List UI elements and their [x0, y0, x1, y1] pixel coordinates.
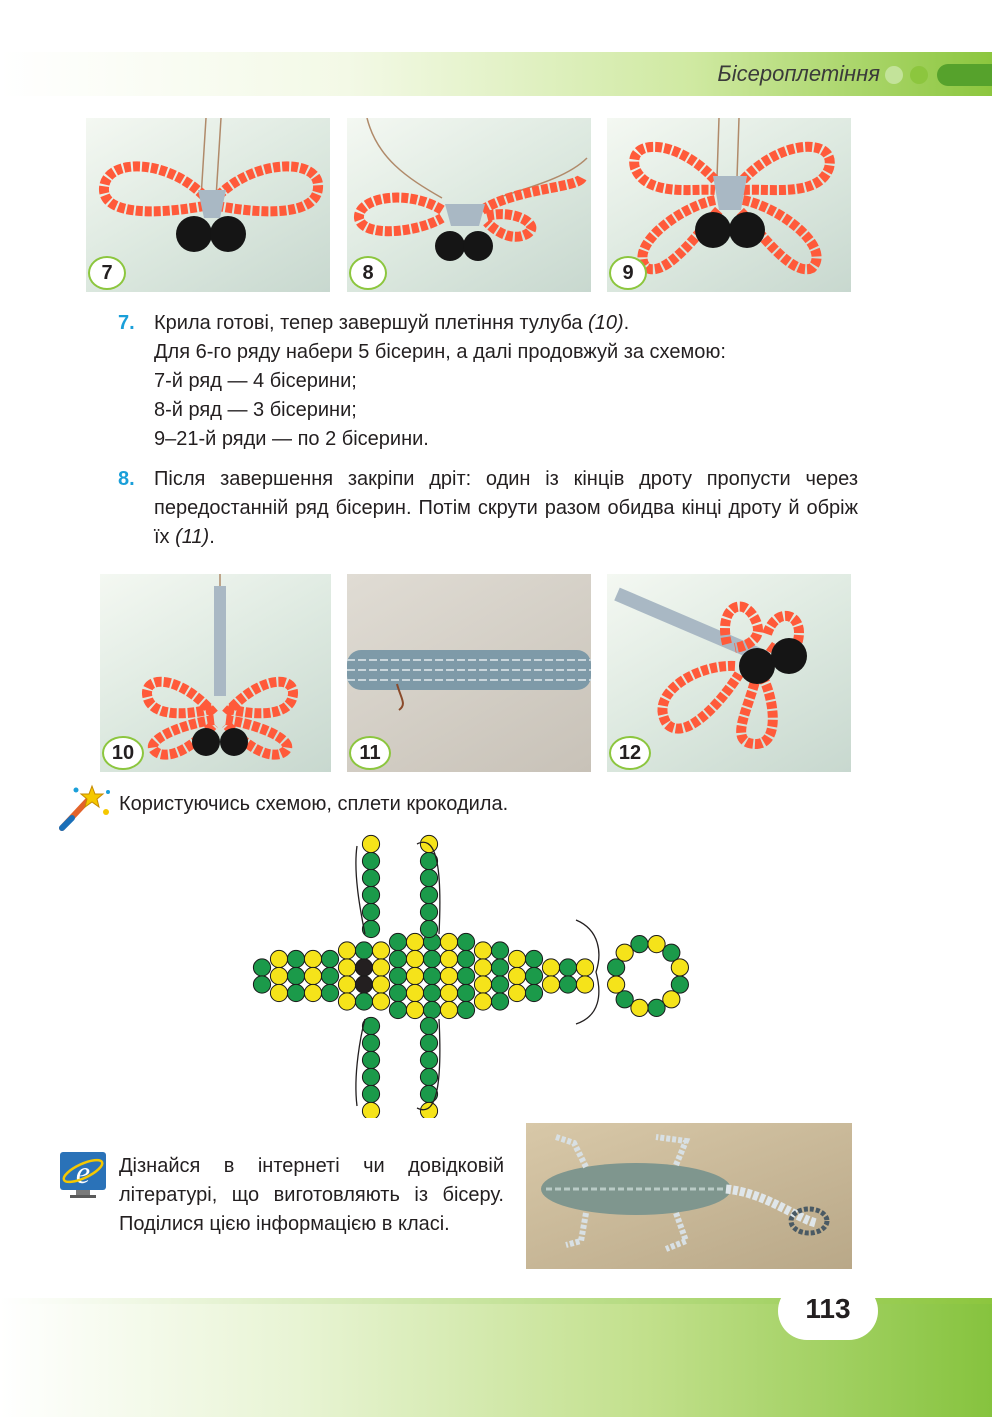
- page-number: 113: [805, 1293, 851, 1324]
- header-dot-light: [885, 66, 903, 84]
- bead: [508, 984, 525, 1001]
- bead: [474, 942, 491, 959]
- bead: [406, 984, 423, 1001]
- magic-wand-icon: [56, 782, 112, 839]
- bead: [420, 1051, 437, 1068]
- bead: [362, 835, 379, 852]
- step-paragraph: Після завершення закріпи дріт: один із кінців дроту пропусти через передостанній ряд бісерин. Потім скрути разом обидва кінці дроту й обріж їх (11).: [154, 468, 858, 548]
- photo-step-11: [347, 574, 591, 772]
- bead: [372, 942, 389, 959]
- bead: [420, 1068, 437, 1085]
- crocodile-bead-scheme: [240, 834, 700, 1118]
- bead: [287, 967, 304, 984]
- bead: [406, 967, 423, 984]
- bead: [389, 967, 406, 984]
- bead: [616, 944, 633, 961]
- bead: [389, 950, 406, 967]
- photo-number: 12: [609, 736, 651, 770]
- bead: [362, 1034, 379, 1051]
- bead: [420, 1017, 437, 1034]
- bead: [648, 999, 665, 1016]
- bead: [304, 950, 321, 967]
- bead: [304, 967, 321, 984]
- bead: [355, 976, 372, 993]
- bead: [608, 959, 625, 976]
- photo-number: 7: [88, 256, 126, 290]
- bead: [253, 976, 270, 993]
- bead: [321, 950, 338, 967]
- bead: [474, 959, 491, 976]
- bead: [491, 993, 508, 1010]
- bead: [362, 903, 379, 920]
- bead: [362, 852, 379, 869]
- bead: [304, 984, 321, 1001]
- bead: [440, 984, 457, 1001]
- bead: [474, 976, 491, 993]
- photo-number: 8: [349, 256, 387, 290]
- bead: [420, 1085, 437, 1102]
- bead: [559, 959, 576, 976]
- bead: [287, 984, 304, 1001]
- bead: [663, 991, 680, 1008]
- bead: [525, 950, 542, 967]
- header-pill: [937, 64, 992, 86]
- bead: [389, 984, 406, 1001]
- bead: [423, 950, 440, 967]
- bead: [362, 886, 379, 903]
- bead: [457, 967, 474, 984]
- info-text: Дізнайся в інтернеті чи довідковій літературі, що виготовляють із бісеру. Поділися цією інформацією в класі.: [119, 1155, 504, 1235]
- svg-text:e: e: [75, 1154, 91, 1190]
- step-number: 7.: [118, 312, 135, 334]
- photo-step-8: [347, 118, 591, 292]
- bead: [663, 944, 680, 961]
- bead: [457, 933, 474, 950]
- bead: [648, 936, 665, 953]
- bead: [440, 967, 457, 984]
- bead: [542, 976, 559, 993]
- bead: [389, 1001, 406, 1018]
- step-line: 8-й ряд — 3 бісерини;: [154, 399, 357, 421]
- bead: [372, 976, 389, 993]
- photo-number: 9: [609, 256, 647, 290]
- bead: [338, 959, 355, 976]
- bead: [616, 991, 633, 1008]
- bead: [440, 1001, 457, 1018]
- bead: [671, 976, 688, 993]
- bead: [321, 967, 338, 984]
- header-dot-dark: [910, 66, 928, 84]
- bead: [270, 950, 287, 967]
- bead: [423, 967, 440, 984]
- bead: [457, 950, 474, 967]
- chapter-title: Бісероплетіння: [717, 61, 880, 86]
- photo-step-7: [86, 118, 330, 292]
- internet-explorer-icon: [58, 1150, 110, 1205]
- photo-bead-lizard: [526, 1123, 852, 1269]
- bead: [406, 933, 423, 950]
- photo-step-10: [100, 574, 331, 772]
- bead: [457, 1001, 474, 1018]
- bead: [491, 976, 508, 993]
- bead: [423, 1001, 440, 1018]
- step-line: Крила готові, тепер завершуй плетіння тулуба (10).: [154, 312, 630, 334]
- bead: [420, 920, 437, 937]
- bead: [420, 869, 437, 886]
- bead: [270, 967, 287, 984]
- bead: [576, 959, 593, 976]
- photo-number: 11: [349, 736, 391, 770]
- bead: [362, 1068, 379, 1085]
- bead: [423, 984, 440, 1001]
- step-line: Для 6-го ряду набери 5 бісерин, а далі продовжуй за схемою:: [154, 341, 726, 363]
- bead: [355, 959, 372, 976]
- step-number: 8.: [118, 468, 135, 490]
- bead: [525, 984, 542, 1001]
- bead: [338, 942, 355, 959]
- bead: [525, 967, 542, 984]
- step-line: 9–21-й ряди — по 2 бісерини.: [154, 428, 429, 450]
- bead: [338, 976, 355, 993]
- bead: [287, 950, 304, 967]
- bead: [542, 959, 559, 976]
- bead: [362, 920, 379, 937]
- bead: [355, 942, 372, 959]
- bead: [440, 933, 457, 950]
- bead: [608, 976, 625, 993]
- bead: [474, 993, 491, 1010]
- bead: [631, 936, 648, 953]
- bead: [406, 950, 423, 967]
- bead: [362, 869, 379, 886]
- bead: [457, 984, 474, 1001]
- bead: [420, 903, 437, 920]
- figure-ref: (11): [175, 526, 210, 548]
- bead: [253, 959, 270, 976]
- photo-step-9: [607, 118, 851, 292]
- bead: [491, 959, 508, 976]
- step-7: [118, 309, 858, 454]
- bead: [406, 1001, 423, 1018]
- bead: [491, 942, 508, 959]
- bead: [576, 976, 593, 993]
- bead: [321, 984, 338, 1001]
- bead: [440, 950, 457, 967]
- task-text: Користуючись схемою, сплети крокодила.: [119, 793, 509, 815]
- bead: [559, 976, 576, 993]
- bead: [389, 933, 406, 950]
- bead: [338, 993, 355, 1010]
- bead: [355, 993, 372, 1010]
- bead: [508, 967, 525, 984]
- photo-step-12: [607, 574, 851, 772]
- figure-ref: (10): [588, 312, 624, 334]
- bead: [362, 1051, 379, 1068]
- bead: [671, 959, 688, 976]
- bead: [420, 886, 437, 903]
- bead: [631, 999, 648, 1016]
- bead: [270, 984, 287, 1001]
- bead: [508, 950, 525, 967]
- bead: [362, 1102, 379, 1118]
- step-8: [118, 465, 858, 552]
- bead: [362, 1085, 379, 1102]
- bead: [372, 959, 389, 976]
- bead: [420, 1034, 437, 1051]
- step-line: 7-й ряд — 4 бісерини;: [154, 370, 357, 392]
- bead: [372, 993, 389, 1010]
- photo-number: 10: [102, 736, 144, 770]
